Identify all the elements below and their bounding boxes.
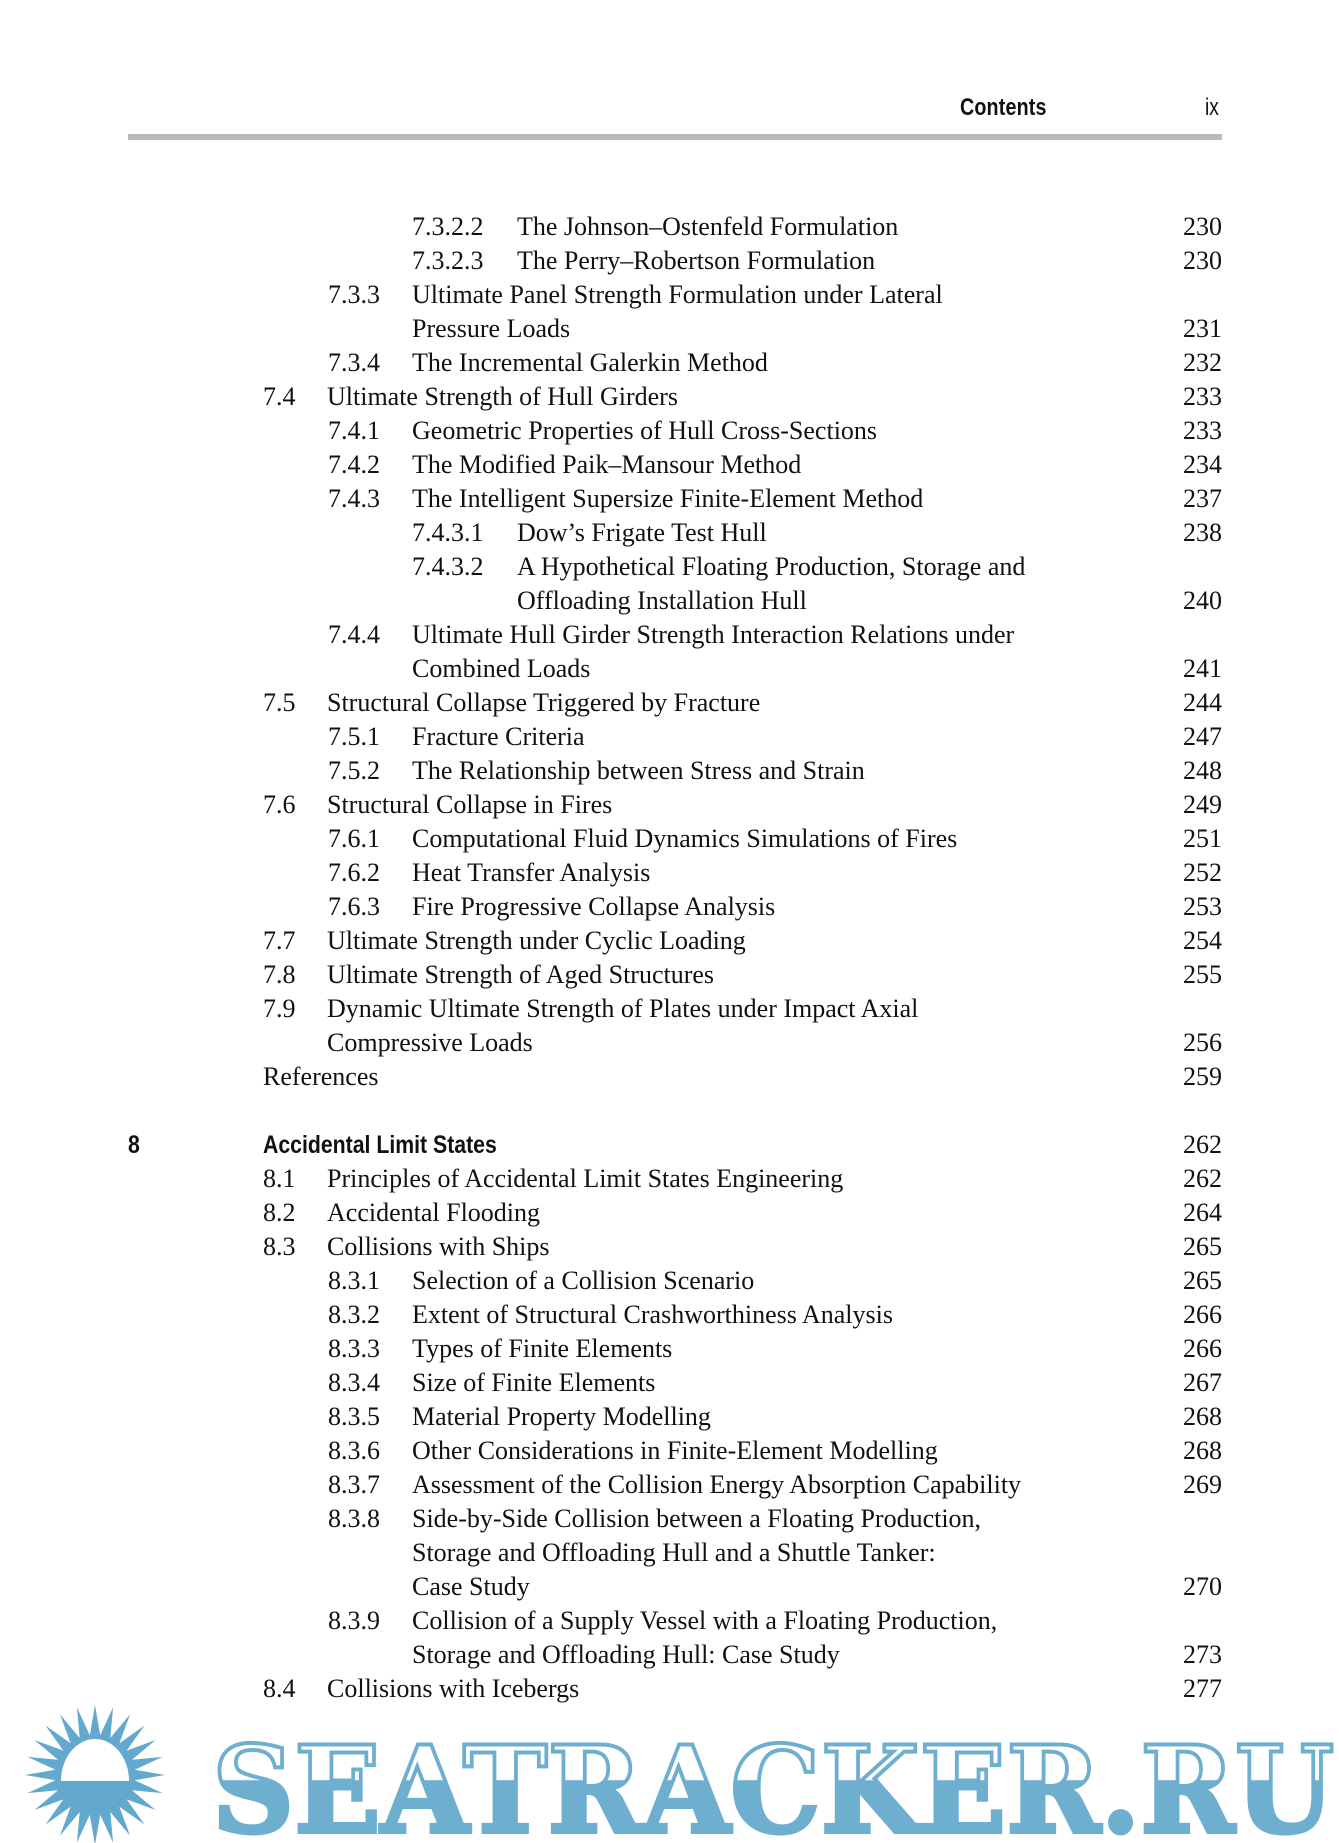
toc-entry[interactable] [0, 1264, 1339, 1298]
section-title: The Modified Paik–Mansour Method [412, 450, 802, 479]
section-number: 7.3.4 [328, 348, 380, 377]
section-title: Accidental Flooding [327, 1198, 541, 1227]
section-title: Dow’s Frigate Test Hull [517, 518, 767, 547]
section-title: Dynamic Ultimate Strength of Plates under Impact Axial [327, 994, 919, 1023]
toc-entry[interactable] [0, 992, 1339, 1026]
section-title: Storage and Offloading Hull and a Shuttle Tanker: [412, 1538, 936, 1567]
toc-entry-continuation[interactable] [0, 312, 1339, 346]
section-number: 8.3.6 [328, 1436, 380, 1465]
watermark [0, 1700, 1339, 1843]
toc-entry-continuation[interactable] [0, 584, 1339, 618]
section-number: 8 [128, 1131, 140, 1159]
section-title: Fire Progressive Collapse Analysis [412, 892, 776, 921]
toc-entry[interactable] [0, 1604, 1339, 1638]
section-number: 7.9 [263, 994, 296, 1023]
section-title: Collisions with Icebergs [327, 1674, 580, 1703]
section-title: Accidental Limit States [263, 1131, 497, 1159]
section-number: 7.4 [263, 382, 296, 411]
page-ref: 232 [1183, 348, 1222, 377]
page-ref: 265 [1183, 1266, 1222, 1295]
toc-entry[interactable] [0, 618, 1339, 652]
page-ref: 248 [1183, 756, 1222, 785]
section-number: 7.3.2.2 [412, 212, 484, 241]
running-head-title: Contents [960, 94, 1047, 121]
toc-entry-continuation[interactable] [0, 1638, 1339, 1672]
toc-entry[interactable] [0, 720, 1339, 754]
section-number: 8.3.5 [328, 1402, 380, 1431]
page-ref: 254 [1183, 926, 1222, 955]
section-number: 7.5.2 [328, 756, 380, 785]
toc-entry-continuation[interactable] [0, 1536, 1339, 1570]
page-ref: 273 [1183, 1640, 1222, 1669]
section-number: 7.4.3.1 [412, 518, 484, 547]
toc-entry[interactable] [0, 244, 1339, 278]
page-ref: 277 [1183, 1674, 1222, 1703]
section-number: 7.5.1 [328, 722, 380, 751]
toc-entry-continuation[interactable] [0, 1570, 1339, 1604]
section-number: 7.8 [263, 960, 296, 989]
page-ref: 259 [1183, 1062, 1222, 1091]
section-title: Material Property Modelling [412, 1402, 711, 1431]
page-ref: 234 [1183, 450, 1222, 479]
page-ref: 251 [1183, 824, 1222, 853]
toc-entry[interactable] [0, 448, 1339, 482]
page-ref: 266 [1183, 1300, 1222, 1329]
page-ref: 255 [1183, 960, 1222, 989]
toc-entry[interactable] [0, 1400, 1339, 1434]
page-ref: 237 [1183, 484, 1222, 513]
toc-entry-continuation[interactable] [0, 652, 1339, 686]
page-ref: 231 [1183, 314, 1222, 343]
section-title: The Intelligent Supersize Finite-Element Method [412, 484, 924, 513]
section-title: Combined Loads [412, 654, 591, 683]
toc-entry[interactable] [0, 1128, 1339, 1162]
section-title: Compressive Loads [327, 1028, 533, 1057]
page-ref: 268 [1183, 1402, 1222, 1431]
section-title: The Johnson–Ostenfeld Formulation [517, 212, 899, 241]
section-title: Ultimate Panel Strength Formulation under Lateral [412, 280, 943, 309]
section-number: 8.3.2 [328, 1300, 380, 1329]
toc-entry[interactable] [0, 346, 1339, 380]
section-title: Ultimate Strength of Hull Girders [327, 382, 678, 411]
section-number: 8.2 [263, 1198, 296, 1227]
page-ref: 270 [1183, 1572, 1222, 1601]
section-title: Extent of Structural Crashworthiness Analysis [412, 1300, 893, 1329]
section-title: Pressure Loads [412, 314, 571, 343]
toc-entry[interactable] [0, 1332, 1339, 1366]
header-rule [128, 134, 1222, 140]
section-number: 7.6 [263, 790, 296, 819]
page-ref: 265 [1183, 1232, 1222, 1261]
page-ref: 244 [1183, 688, 1222, 717]
section-title: Principles of Accidental Limit States Engineering [327, 1164, 844, 1193]
section-title: References [263, 1062, 379, 1091]
watermark-text: SEATRACKER.RU [212, 1720, 1334, 1843]
section-title: Structural Collapse in Fires [327, 790, 613, 819]
section-number: 7.4.1 [328, 416, 380, 445]
section-number: 8.3.4 [328, 1368, 380, 1397]
page-ref: 230 [1183, 246, 1222, 275]
page-ref: 247 [1183, 722, 1222, 751]
toc-entry[interactable] [0, 1468, 1339, 1502]
toc-entry[interactable] [0, 550, 1339, 584]
section-number: 7.6.3 [328, 892, 380, 921]
section-title: Assessment of the Collision Energy Absorption Capability [412, 1470, 1022, 1499]
toc-entry[interactable] [0, 1162, 1339, 1196]
page-ref: 230 [1183, 212, 1222, 241]
toc-entry[interactable] [0, 1434, 1339, 1468]
section-title: A Hypothetical Floating Production, Storage and [517, 552, 1026, 581]
section-number: 7.3.2.3 [412, 246, 484, 275]
toc-entry[interactable] [0, 278, 1339, 312]
section-title: The Relationship between Stress and Strain [412, 756, 865, 785]
page-ref: 240 [1183, 586, 1222, 615]
toc-entry-continuation[interactable] [0, 1026, 1339, 1060]
section-number: 7.6.2 [328, 858, 380, 887]
toc-entry[interactable] [0, 1298, 1339, 1332]
toc-entry[interactable] [0, 210, 1339, 244]
page-number: ix [1205, 94, 1219, 121]
toc-entry[interactable] [0, 924, 1339, 958]
section-title: Heat Transfer Analysis [412, 858, 651, 887]
section-title: Other Considerations in Finite-Element Modelling [412, 1436, 938, 1465]
section-number: 7.4.3 [328, 484, 380, 513]
section-title: Side-by-Side Collision between a Floating Production, [412, 1504, 982, 1533]
sun-logo-icon [25, 1705, 165, 1843]
section-number: 8.3.3 [328, 1334, 380, 1363]
section-number: 7.4.4 [328, 620, 380, 649]
page-ref: 233 [1183, 382, 1222, 411]
section-number: 8.3.7 [328, 1470, 380, 1499]
page-ref: 262 [1183, 1130, 1222, 1159]
toc-entry[interactable] [0, 754, 1339, 788]
section-title: Ultimate Strength of Aged Structures [327, 960, 715, 989]
toc-entry[interactable] [0, 380, 1339, 414]
toc-entry[interactable] [0, 1196, 1339, 1230]
page-ref: 241 [1183, 654, 1222, 683]
section-title: Computational Fluid Dynamics Simulations of Fires [412, 824, 958, 853]
section-title: Collisions with Ships [327, 1232, 550, 1261]
section-title: Offloading Installation Hull [517, 586, 807, 615]
toc-entry[interactable] [0, 1230, 1339, 1264]
page-ref: 256 [1183, 1028, 1222, 1057]
page-ref: 233 [1183, 416, 1222, 445]
section-title: Ultimate Strength under Cyclic Loading [327, 926, 746, 955]
section-number: 8.4 [263, 1674, 296, 1703]
toc-entry[interactable] [0, 482, 1339, 516]
page-ref: 269 [1183, 1470, 1222, 1499]
sun-rays [25, 1705, 165, 1843]
toc-entry[interactable] [0, 1672, 1339, 1706]
section-title: Structural Collapse Triggered by Fracture [327, 688, 761, 717]
section-title: Ultimate Hull Girder Strength Interaction Relations under [412, 620, 1015, 649]
section-title: Case Study [412, 1572, 530, 1601]
toc-entry[interactable] [0, 516, 1339, 550]
toc-entry[interactable] [0, 890, 1339, 924]
sun-half-disc [61, 1739, 129, 1781]
toc-entry[interactable] [0, 1366, 1339, 1400]
section-number: 7.5 [263, 688, 296, 717]
page-ref: 238 [1183, 518, 1222, 547]
section-title: The Perry–Robertson Formulation [517, 246, 876, 275]
section-number: 7.4.2 [328, 450, 380, 479]
section-title: Fracture Criteria [412, 722, 585, 751]
section-title: Size of Finite Elements [412, 1368, 656, 1397]
toc-entry[interactable] [0, 1060, 1339, 1094]
section-number: 8.1 [263, 1164, 296, 1193]
page-ref: 267 [1183, 1368, 1222, 1397]
section-title: Collision of a Supply Vessel with a Floating Production, [412, 1606, 998, 1635]
section-title: Types of Finite Elements [412, 1334, 673, 1363]
section-number: 8.3.9 [328, 1606, 380, 1635]
page-ref: 264 [1183, 1198, 1222, 1227]
section-title: Selection of a Collision Scenario [412, 1266, 755, 1295]
toc-entry[interactable] [0, 686, 1339, 720]
section-number: 7.7 [263, 926, 296, 955]
section-title: Geometric Properties of Hull Cross-Sections [412, 416, 878, 445]
page-ref: 266 [1183, 1334, 1222, 1363]
page-ref: 268 [1183, 1436, 1222, 1465]
toc-entry[interactable] [0, 1502, 1339, 1536]
toc-entry[interactable] [0, 822, 1339, 856]
section-number: 8.3.1 [328, 1266, 380, 1295]
section-number: 7.3.3 [328, 280, 380, 309]
toc-entry[interactable] [0, 788, 1339, 822]
section-number: 7.6.1 [328, 824, 380, 853]
page-ref: 252 [1183, 858, 1222, 887]
section-title: Storage and Offloading Hull: Case Study [412, 1640, 840, 1669]
toc-entry[interactable] [0, 414, 1339, 448]
page-ref: 262 [1183, 1164, 1222, 1193]
section-number: 8.3.8 [328, 1504, 380, 1533]
page-ref: 253 [1183, 892, 1222, 921]
section-number: 7.4.3.2 [412, 552, 484, 581]
toc-entry[interactable] [0, 958, 1339, 992]
page-ref: 249 [1183, 790, 1222, 819]
section-number: 8.3 [263, 1232, 296, 1261]
toc-entry[interactable] [0, 856, 1339, 890]
section-title: The Incremental Galerkin Method [412, 348, 768, 377]
